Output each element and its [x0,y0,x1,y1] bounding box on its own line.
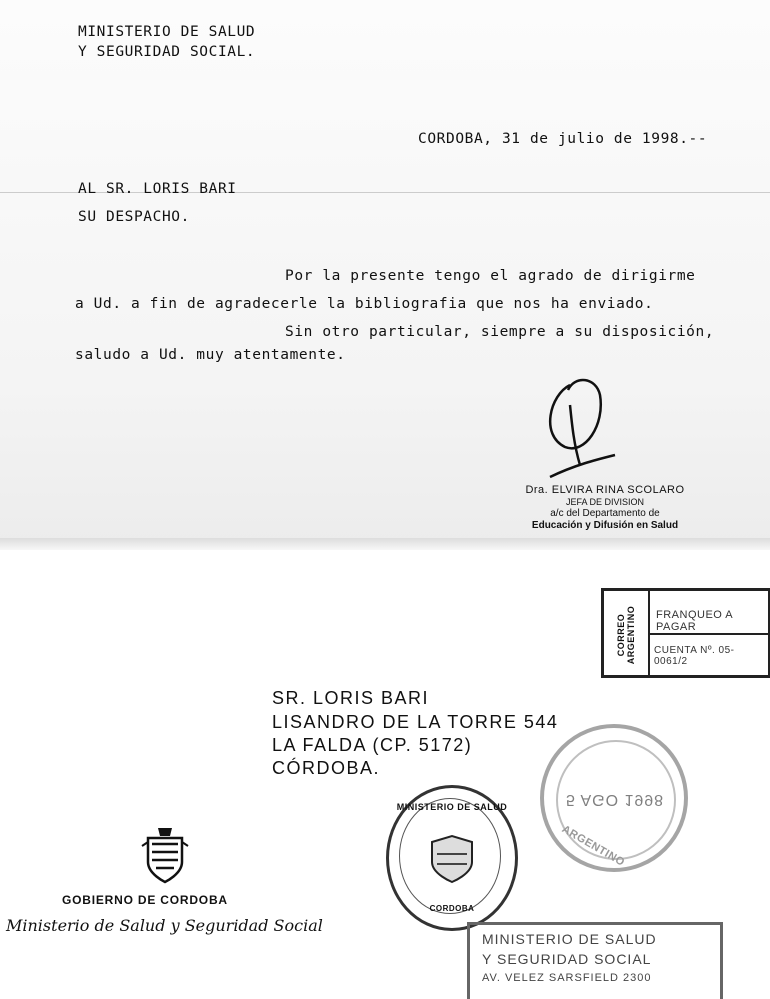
address-line1: SR. LORIS BARI [272,688,430,708]
coat-of-arms-icon [427,834,477,884]
address-line2: LISANDRO DE LA TORRE 544 [272,712,559,732]
letter-body-line4: saludo a Ud. muy atentamente. [75,347,346,363]
return-stamp-line1: MINISTERIO DE SALUD [482,931,657,947]
postage-line1: FRANQUEO A PAGAR [656,609,733,633]
postage-line2: CUENTA Nº. 05-0061/2 [654,645,735,667]
handwritten-signature-icon [520,365,640,485]
letter-recipient-name: AL SR. LORIS BARI [78,181,237,197]
return-stamp-line2: Y SEGURIDAD SOCIAL [482,951,652,967]
letter-body-line2: a Ud. a fin de agradecerle la bibliografia que nos ha enviado. [75,296,654,312]
return-address-stamp [467,922,723,999]
page-fold [0,538,770,550]
postmark-date: 5 AGO 1998 [566,791,665,808]
postage-side-panel [604,591,650,675]
letter-recipient-office: SU DESPACHO. [78,209,190,225]
signatory-dept-line1: a/c del Departamento de [550,508,660,519]
letter-date: CORDOBA, 31 de julio de 1998.-- [418,131,708,147]
signatory-dept-line2: Educación y Difusión en Salud [531,520,679,531]
signatory-name: Dra. ELVIRA RINA SCOLARO [525,484,685,496]
postage-side-line1: CORREO [616,613,626,657]
letter-header-line1: MINISTERIO DE SALUD [78,24,256,40]
postage-divider [648,633,768,635]
address-line4: CÓRDOBA. [272,758,381,778]
letter-body-line3: Sin otro particular, siempre a su disposición, [285,324,715,340]
postmark-circle [540,724,688,872]
postmark-ring-text: ARGENTINO [559,823,627,869]
seal-bottom-text: CORDOBA [429,904,475,913]
signatory-title: JEFA DE DIVISION [565,497,645,507]
postage-box [601,588,770,678]
cordoba-crest-icon [140,826,190,886]
letter-body-line1: Por la presente tengo el agrado de dirigirme [285,268,696,284]
ministry-seal [386,785,518,931]
return-stamp-line3: AV. VELEZ SARSFIELD 2300 [482,972,652,984]
seal-top-text: MINISTERIO DE SALUD [396,802,508,812]
address-line3: LA FALDA (CP. 5172) [272,735,473,755]
sender-government: GOBIERNO DE CORDOBA [62,893,228,907]
letter-header-line2: Y SEGURIDAD SOCIAL. [78,44,256,60]
sender-ministry: Ministerio de Salud y Seguridad Social [6,916,323,935]
postage-side-line2: ARGENTINO [626,605,636,665]
